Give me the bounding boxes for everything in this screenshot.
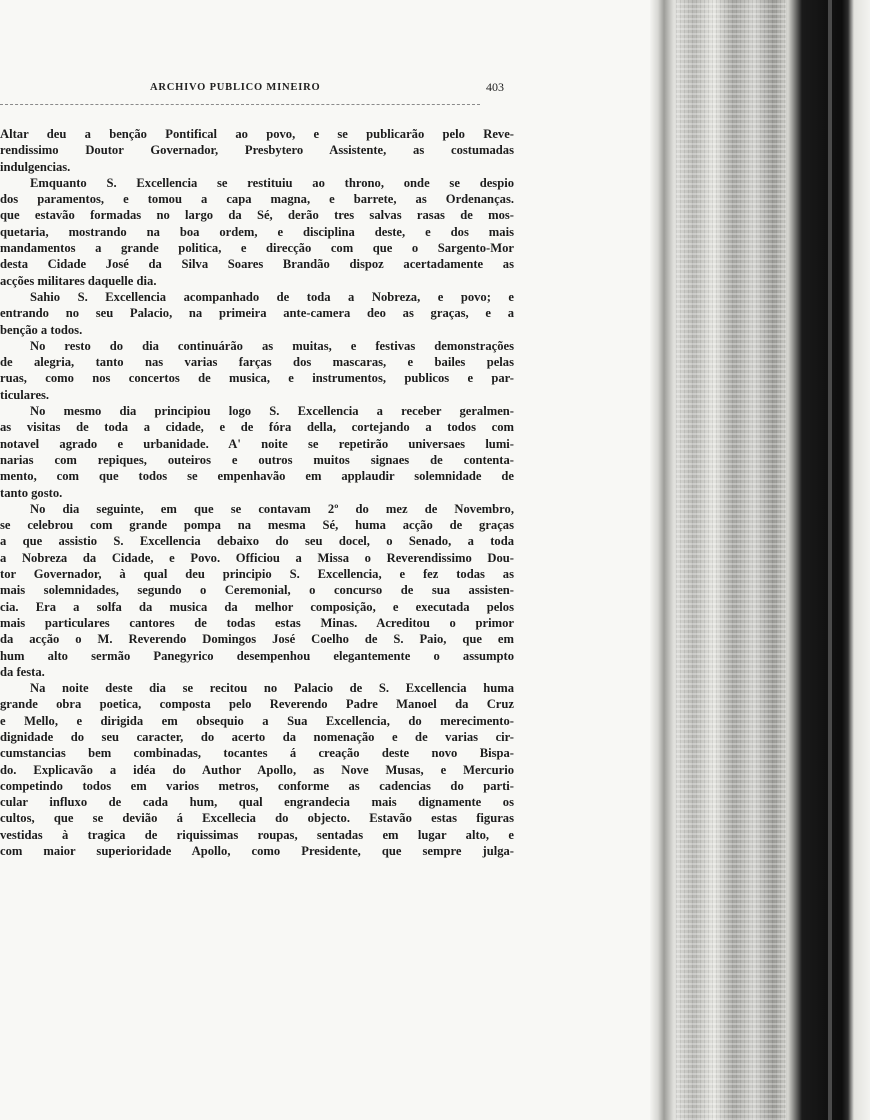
text-line: No dia seguinte, em que se contavam 2º do mez de Novembro, [30,501,514,516]
text-line: rendissimo Doutor Governador, Presbytero Assistente, as costumadas [0,143,514,158]
text-line: vestidas à tragica de riquissimas roupas, sentadas em lugar alto, e [0,827,514,842]
text-line: tanto gosto. [0,485,63,500]
text-line: Emquanto S. Excellencia se restituiu ao throno, onde se despio [30,175,514,190]
text-line: do. Explicavão a idéa do Author Apollo, as Nove Musas, e Mercurio [0,762,514,777]
text-line: tor Governador, à qual deu principio S. Excellencia, e fez todas as [0,567,514,582]
book-gutter-scan-edge [650,0,870,1120]
text-line: com maior superioridade Apollo, como Presidente, que sempre julga- [0,844,514,859]
text-line: ruas, como nos concertos de musica, e instrumentos, publicos e par- [0,371,514,386]
text-line: cumstancias bem combinadas, tocantes á creação deste novo Bispa- [0,746,514,761]
text-line: da festa. [0,664,45,679]
text-line: de alegria, tanto nas varias farças dos mascaras, e bailes pelas [0,355,514,370]
text-line: que estavão formadas no largo da Sé, derão tres salvas rasas de mos- [0,208,514,223]
text-line: No resto do dia continuárão as muitas, e festivas demonstrações [30,338,514,353]
text-line: benção a todos. [0,322,83,337]
text-line: a Nobreza da Cidade, e Povo. Officiou a Missa o Reverendissimo Dou- [0,550,514,565]
running-title: ARCHIVO PUBLICO MINEIRO [150,82,321,93]
text-line: desta Cidade José da Silva Soares Brandão dispoz acertadamente as [0,257,514,272]
text-line: grande obra poetica, composta pelo Reverendo Padre Manoel da Cruz [0,697,514,712]
text-line: No mesmo dia principiou logo S. Excellencia a receber geralmen- [30,404,514,419]
text-line: se celebrou com grande pompa na mesma Sé, huma acção de graças [0,518,514,533]
text-line: quetaria, mostrando na boa ordem, e disciplina deste, e dos mais [0,224,514,239]
body-text [0,126,514,859]
text-line: Sahio S. Excellencia acompanhado de toda a Nobreza, e povo; e [30,289,514,304]
text-line: competindo todos em varios metros, conforme as cadencias do parti- [0,778,514,793]
text-line: cia. Era a solfa da musica da melhor composição, e executada pelos [0,599,514,614]
text-line: cular influxo de cada hum, qual engrandecia mais dignamente os [0,795,514,810]
page-header [0,78,520,96]
text-line: as visitas de toda a cidade, e de fóra della, cortejando a todos com [0,420,514,435]
text-line: Na noite deste dia se recitou no Palacio de S. Excellencia huma [30,681,514,696]
text-line: mento, com que todos se empenhavão em applaudir solemnidade de [0,469,514,484]
text-line: acções militares daquelle dia. [0,273,157,288]
text-line: mandamentos a grande politica, e direcção com que o Sargento-Mor [0,241,514,256]
text-line: hum alto sermão Panegyrico desempenhou elegantemente o assumpto [0,648,514,663]
text-line: a que assistio S. Excellencia debaixo do seu docel, o Senado, a toda [0,534,514,549]
text-line: entrando no seu Palacio, na primeira ante-camera deo as graças, e a [0,306,514,321]
text-line: mais solemnidades, segundo o Ceremonial, o concurso de sua assisten- [0,583,514,598]
text-line: dos paramentos, e tomou a capa magna, e barrete, as Ordenanças. [0,192,514,207]
page-number: 403 [486,80,504,94]
text-line: cultos, que se devião á Excellecia do objecto. Estavão estas figuras [0,811,514,826]
text-line: mais particulares cantores de todas estas Minas. Acreditou o primor [0,615,514,630]
text-line: narias com repiques, outeiros e outros muitos signaes de contenta- [0,452,514,467]
text-line: ticulares. [0,387,50,402]
header-rule [0,104,480,105]
text-line: indulgencias. [0,159,71,174]
text-line: Altar deu a benção Pontifical ao povo, e se publicarão pelo Reve- [0,127,514,141]
text-line: e Mello, e dirigida em obsequio a Sua Excellencia, do merecimento- [0,713,514,728]
text-line: da acção o M. Reverendo Domingos José Coelho de S. Paio, que em [0,632,514,647]
text-line: notavel agrado e urbanidade. A' noite se repetirão universaes lumi- [0,436,514,451]
text-line: dignidade do seu caracter, do acerto da nomenação e de varias cir- [0,729,514,744]
